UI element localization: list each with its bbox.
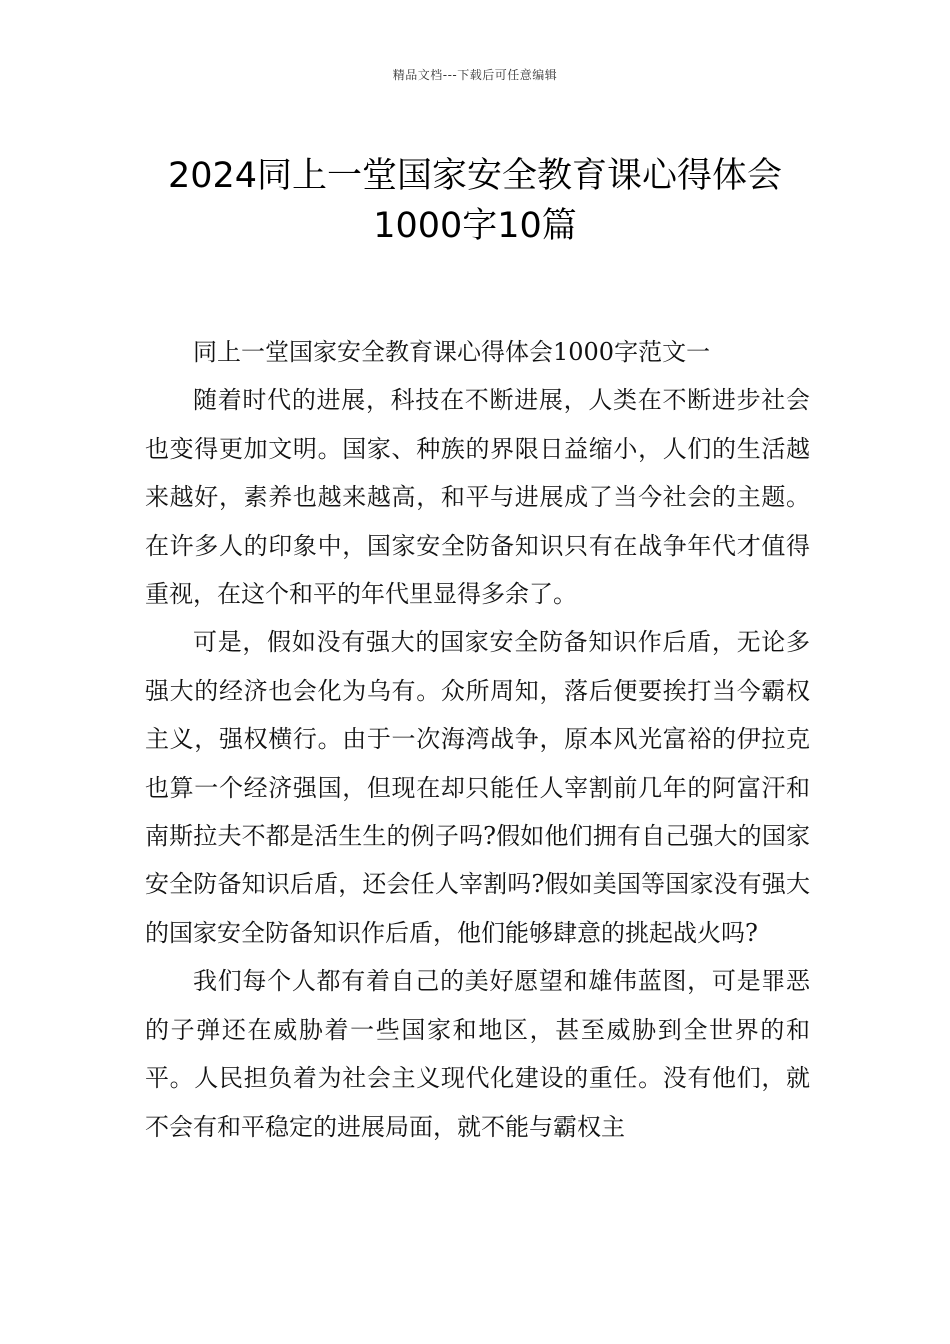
page-header: 精品文档---下载后可任意编辑: [392, 68, 558, 82]
paragraph: 可是，假如没有强大的国家安全防备知识作后盾，无论多强大的经济也会化为乌有。众所周知，落后便要挨打当今霸权主义，强权横行。由于一次海湾战争，原本风光富裕的伊拉克也算一个经济强国，但现在却只能任人宰割前几年的阿富汗和南斯拉夫不都是活生生的例子吗?假如他们拥有自己强大的国家安全防备知识后盾，还会任人宰割吗?假如美国等国家没有强大的国家安全防备知识作后盾，他们能够肆意的挑起战火吗?: [145, 628, 810, 947]
paragraph: 我们每个人都有着自己的美好愿望和雄伟蓝图，可是罪恶的子弹还在威胁着一些国家和地区，甚至威胁到全世界的和平。人民担负着为社会主义现代化建设的重任。没有他们，就不会有和平稳定的进展局面，就不能与霸权主: [145, 967, 810, 1141]
document-body: [145, 328, 810, 1151]
document-title: [60, 151, 890, 251]
section-heading: 同上一堂国家安全教育课心得体会1000字范文一: [193, 338, 711, 366]
title-line-1: 2024同上一堂国家安全教育课心得体会: [167, 156, 783, 197]
paragraph: 随着时代的进展，科技在不断进展，人类在不断进步社会也变得更加文明。国家、种族的界限日益缩小，人们的生活越来越好，素养也越来越高，和平与进展成了当今社会的主题。在许多人的印象中，国家安全防备知识只有在战争年代才值得重视，在这个和平的年代里显得多余了。: [145, 386, 810, 609]
title-line-2: 1000字10篇: [373, 206, 577, 247]
